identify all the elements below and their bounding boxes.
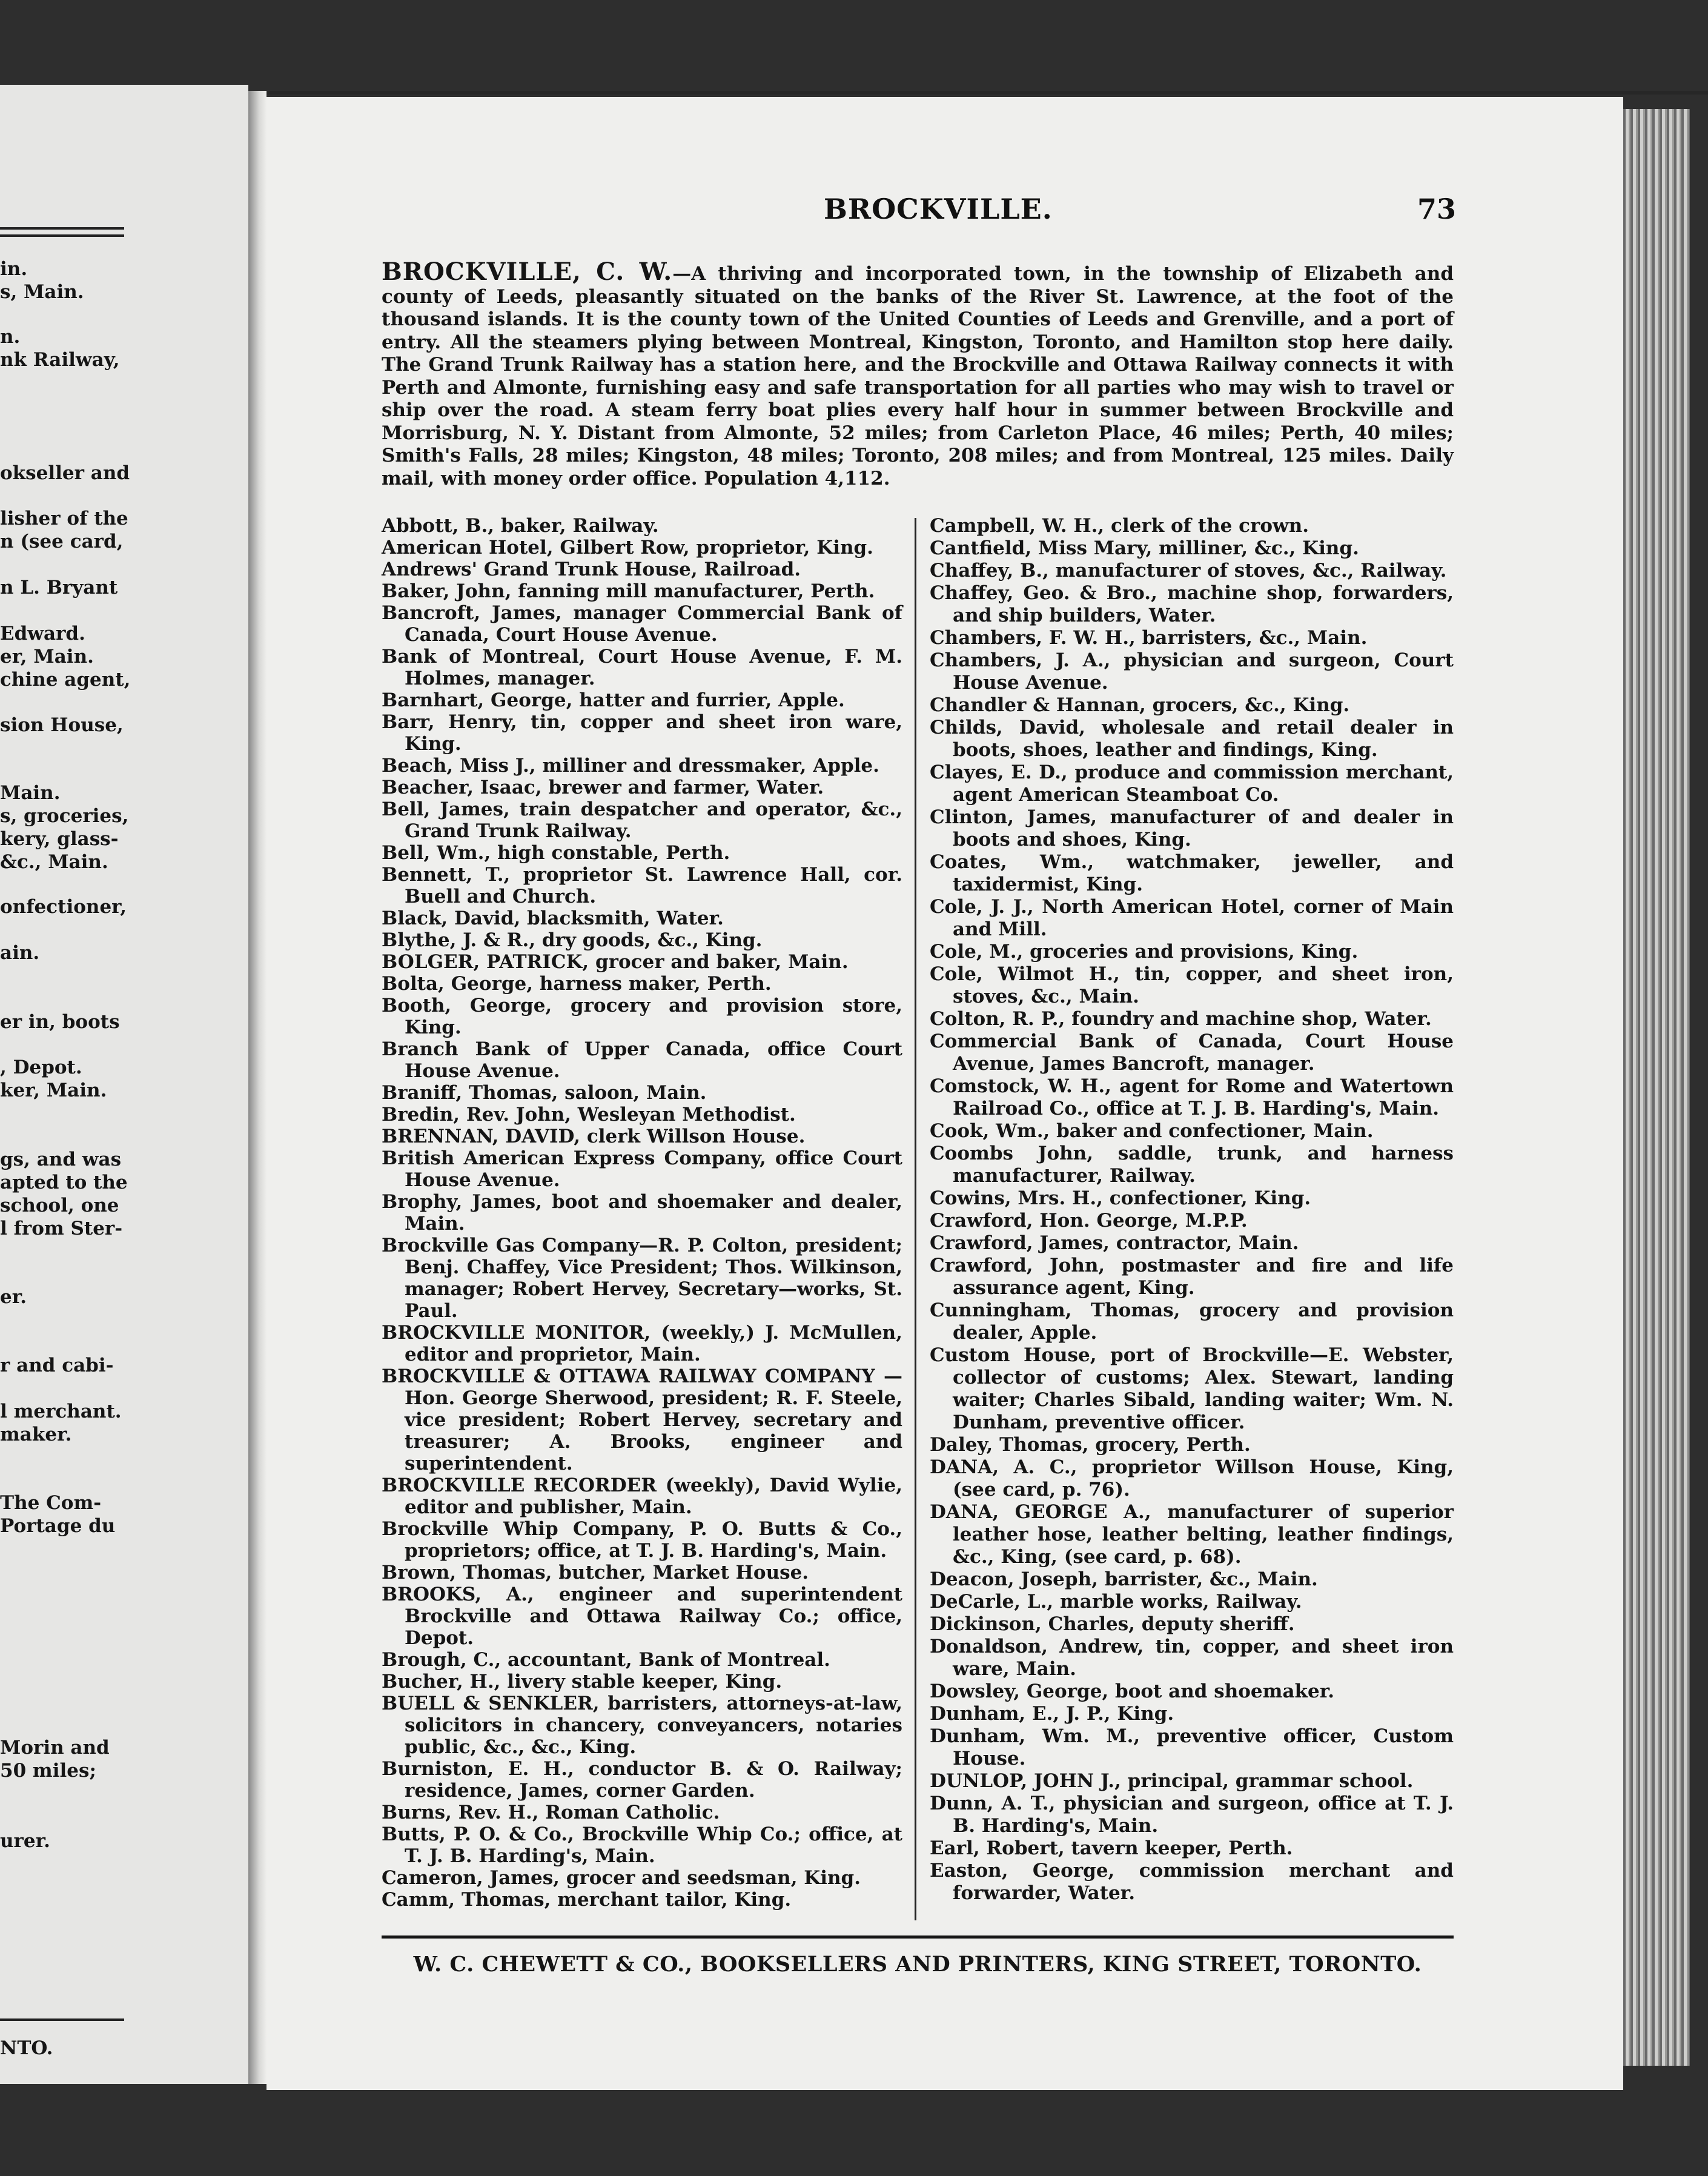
left-page-fragment: maker. (0, 1424, 72, 1445)
left-page-rule (0, 227, 124, 230)
directory-entry: Easton, George, commission merchant and forwarder, Water. (930, 1860, 1454, 1904)
directory-entry: Barnhart, George, hatter and furrier, Apple. (382, 689, 845, 711)
directory-entry: Cameron, James, grocer and seedsman, King. (382, 1867, 861, 1889)
town-description (382, 257, 1454, 490)
directory-entry: Cantfield, Miss Mary, milliner, &c., King. (930, 537, 1359, 559)
left-page-fragment: s, Main. (0, 281, 84, 303)
directory-entry: Abbott, B., baker, Railway. (382, 515, 659, 537)
directory-entry: Coombs John, saddle, trunk, and harness manufacturer, Railway. (930, 1143, 1454, 1187)
directory-entry: Earl, Robert, tavern keeper, Perth. (930, 1837, 1293, 1859)
left-page-fragment: 50 miles; (0, 1760, 96, 1782)
directory-entry: Dickinson, Charles, deputy sheriff. (930, 1613, 1295, 1635)
column-divider (915, 518, 916, 1920)
directory-column-left (382, 515, 902, 1911)
directory-entry: Dunham, E., J. P., King. (930, 1703, 1174, 1725)
directory-entry: Dowsley, George, boot and shoemaker. (930, 1680, 1335, 1702)
directory-entry: Bredin, Rev. John, Wesleyan Methodist. (382, 1104, 796, 1126)
directory-entry: Blythe, J. & R., dry goods, &c., King. (382, 929, 763, 951)
book-gutter (248, 91, 266, 2084)
left-page-fragment: Main. (0, 782, 61, 804)
directory-entry: Colton, R. P., foundry and machine shop, Water. (930, 1008, 1432, 1030)
directory-entry: Baker, John, fanning mill manufacturer, Perth. (382, 580, 875, 602)
page-number: 73 (1417, 193, 1457, 225)
directory-entry: Barr, Henry, tin, copper and sheet iron ware, King. (382, 711, 902, 755)
directory-entry: Braniff, Thomas, saloon, Main. (382, 1082, 707, 1104)
directory-entry: Bolta, George, harness maker, Perth. (382, 973, 772, 995)
directory-entry: Cole, J. J., North American Hotel, corner of Main and Mill. (930, 896, 1454, 940)
left-page-fragment: n (see card, (0, 531, 124, 552)
directory-entry: Daley, Thomas, grocery, Perth. (930, 1434, 1251, 1456)
footer-rule (382, 1936, 1454, 1939)
left-page-fragment: onfectioner, (0, 896, 127, 918)
directory-entry: Branch Bank of Upper Canada, office Court House Avenue. (382, 1038, 902, 1082)
directory-entry: Crawford, John, postmaster and fire and life assurance agent, King. (930, 1255, 1454, 1299)
left-page-rule (0, 234, 124, 237)
left-page-fragment: lisher of the (0, 508, 128, 529)
directory-entry: DUNLOP, JOHN J., principal, grammar school. (930, 1770, 1414, 1792)
directory-entry: Campbell, W. H., clerk of the crown. (930, 515, 1309, 537)
directory-entry: Beach, Miss J., milliner and dressmaker, Apple. (382, 755, 879, 777)
directory-entry: Brophy, James, boot and shoemaker and dealer, Main. (382, 1191, 902, 1235)
directory-entry: Deacon, Joseph, barrister, &c., Main. (930, 1568, 1318, 1590)
directory-entry: Bank of Montreal, Court House Avenue, F. M. Holmes, manager. (382, 646, 902, 689)
directory-entry: DeCarle, L., marble works, Railway. (930, 1591, 1302, 1613)
left-page-fragment: apted to the (0, 1172, 128, 1193)
left-page-rule (0, 2018, 124, 2021)
directory-entry: Burniston, E. H., conductor B. & O. Railway; residence, James, corner Garden. (382, 1758, 902, 1802)
directory-entry: BROCKVILLE & OTTAWA RAILWAY COMPANY —Hon. George Sherwood, president; R. F. Steele, vice president; Robert Hervey, secretary and treasurer; A. Brooks, engineer and superintendent. (382, 1365, 902, 1474)
directory-entry: Crawford, Hon. George, M.P.P. (930, 1210, 1248, 1232)
left-page-fragment: er in, boots (0, 1011, 120, 1033)
directory-entry: Brough, C., accountant, Bank of Montreal. (382, 1649, 830, 1671)
directory-entry: Booth, George, grocery and provision store, King. (382, 995, 902, 1038)
left-page-fragment: &c., Main. (0, 851, 108, 873)
directory-entry: Cole, Wilmot H., tin, copper, and sheet iron, stoves, &c., Main. (930, 963, 1454, 1007)
directory-entry: Bennett, T., proprietor St. Lawrence Hall, cor. Buell and Church. (382, 864, 902, 907)
directory-entry: Brown, Thomas, butcher, Market House. (382, 1562, 809, 1584)
directory-entry: Childs, David, wholesale and retail dealer in boots, shoes, leather and findings, King. (930, 717, 1454, 761)
left-page-fragment: ain. (0, 942, 40, 964)
left-page-fragment: n. (0, 326, 21, 348)
directory-entry: Chaffey, B., manufacturer of stoves, &c., Railway. (930, 560, 1447, 582)
directory-entry: BUELL & SENKLER, barristers, attorneys-at-law, solicitors in chancery, conveyancers, notaries public, &c., &c., King. (382, 1693, 902, 1758)
directory-entry: Andrews' Grand Trunk House, Railroad. (382, 559, 801, 580)
left-page-fragment: sion House, (0, 714, 124, 736)
left-page-fragment: nk Railway, (0, 349, 120, 371)
directory-entry: Black, David, blacksmith, Water. (382, 907, 724, 929)
directory-entry: Bell, Wm., high constable, Perth. (382, 842, 730, 864)
directory-entry: Clinton, James, manufacturer of and dealer in boots and shoes, King. (930, 806, 1454, 851)
left-page-fragment: er. (0, 1286, 27, 1308)
left-page-fragment: Edward. (0, 623, 85, 645)
left-page-fragment: The Com- (0, 1492, 102, 1514)
directory-entry: Bucher, H., livery stable keeper, King. (382, 1671, 783, 1693)
directory-entry: Cowins, Mrs. H., confectioner, King. (930, 1187, 1311, 1209)
left-page-fragment: in. (0, 258, 28, 280)
directory-entry: BROCKVILLE RECORDER (weekly), David Wylie, editor and publisher, Main. (382, 1474, 902, 1518)
directory-column-right (930, 515, 1454, 1905)
directory-entry: Burns, Rev. H., Roman Catholic. (382, 1802, 720, 1823)
directory-entry: DANA, GEORGE A., manufacturer of superior leather hose, leather belting, leather findings, &c., King, (see card, p. 68). (930, 1501, 1454, 1568)
directory-entry: American Hotel, Gilbert Row, proprietor, King. (382, 537, 873, 559)
directory-entry: Chambers, F. W. H., barristers, &c., Main. (930, 627, 1368, 649)
left-page-fragment: s, groceries, (0, 805, 129, 827)
left-page (0, 85, 248, 2084)
directory-entry: Chaffey, Geo. & Bro., machine shop, forwarders, and ship builders, Water. (930, 582, 1454, 626)
left-page-fragment: gs, and was (0, 1149, 122, 1170)
directory-entry: Butts, P. O. & Co., Brockville Whip Co.; office, at T. J. B. Harding's, Main. (382, 1823, 902, 1867)
directory-entry: Chambers, J. A., physician and surgeon, Court House Avenue. (930, 649, 1454, 694)
directory-entry: Bancroft, James, manager Commercial Bank of Canada, Court House Avenue. (382, 602, 902, 646)
directory-entry: Brockville Whip Company, P. O. Butts & Co., proprietors; office, at T. J. B. Harding's, Main. (382, 1518, 902, 1562)
left-page-fragment: er, Main. (0, 646, 94, 668)
directory-entry: Clayes, E. D., produce and commission merchant, agent American Steamboat Co. (930, 761, 1454, 806)
directory-entry: Bell, James, train despatcher and operator, &c., Grand Trunk Railway. (382, 798, 902, 842)
left-page-fragment: NTO. (0, 2037, 53, 2059)
left-page-fragment: okseller and (0, 462, 130, 484)
directory-entry: British American Express Company, office Court House Avenue. (382, 1147, 902, 1191)
running-header-title: BROCKVILLE. (824, 193, 1053, 225)
left-page-fragment: l merchant. (0, 1401, 122, 1422)
directory-entry: Comstock, W. H., agent for Rome and Watertown Railroad Co., office at T. J. B. Harding's, Main. (930, 1075, 1454, 1120)
directory-entry: Dunn, A. T., physician and surgeon, office at T. J. B. Harding's, Main. (930, 1793, 1454, 1837)
directory-entry: Dunham, Wm. M., preventive officer, Custom House. (930, 1725, 1454, 1770)
directory-entry: BRENNAN, DAVID, clerk Willson House. (382, 1126, 806, 1147)
directory-entry: Cook, Wm., baker and confectioner, Main. (930, 1120, 1374, 1142)
left-page-fragment: l from Ster- (0, 1218, 123, 1239)
publisher-footer: W. C. CHEWETT & CO., BOOKSELLERS AND PRINTERS, KING STREET, TORONTO. (413, 1952, 1422, 1977)
left-page-fragment: ker, Main. (0, 1080, 107, 1101)
town-name: BROCKVILLE, C. W. (382, 257, 673, 286)
directory-entry: BROOKS, A., engineer and superintendent Brockville and Ottawa Railway Co.; office, Depot. (382, 1584, 902, 1649)
directory-entry: Camm, Thomas, merchant tailor, King. (382, 1889, 792, 1911)
directory-entry: BROCKVILLE MONITOR, (weekly,) J. McMullen, editor and proprietor, Main. (382, 1322, 902, 1365)
directory-entry: Chandler & Hannan, grocers, &c., King. (930, 694, 1350, 716)
directory-entry: Donaldson, Andrew, tin, copper, and sheet iron ware, Main. (930, 1636, 1454, 1680)
left-page-fragment: Portage du (0, 1515, 116, 1537)
directory-entry: Cole, M., groceries and provisions, King. (930, 941, 1359, 963)
left-page-fragment: urer. (0, 1830, 50, 1852)
left-page-fragment: kery, glass- (0, 828, 119, 850)
directory-entry: Beacher, Isaac, brewer and farmer, Water. (382, 777, 824, 798)
directory-entry: DANA, A. C., proprietor Willson House, King, (see card, p. 76). (930, 1456, 1454, 1501)
directory-entry: Brockville Gas Company—R. P. Colton, president; Benj. Chaffey, Vice President; Thos. Wilkinson, manager; Robert Hervey, Secretary—works, St. Paul. (382, 1235, 902, 1322)
left-page-fragment: chine agent, (0, 669, 131, 691)
town-description-text: —A thriving and incorporated town, in the township of Elizabeth and county of Leeds, pleasantly situated on the banks of the River St. Lawrence, at the foot of the thousand islands. It is the county town of the United Counties of Leeds and Grenville, and a port of entry. All the steamers plying between Montreal, Kingston, Toronto, and Hamilton stop here daily. The Grand Trunk Railway has a station here, and the Brockville and Ottawa Railway connects it with Perth and Almonte, furnishing easy and safe transportation for all parties who may wish to travel or ship over the road. A steam ferry boat plies every half hour in summer between Brockville and Morrisburg, N. Y. Distant from Almonte, 52 miles; from Carleton Place, 46 miles; Perth, 40 miles; Smith's Falls, 28 miles; Kingston, 48 miles; Toronto, 208 miles; and from Montreal, 125 miles. Daily mail, with money order office. Population 4,112. (382, 263, 1454, 489)
left-page-fragment: , Depot. (0, 1056, 82, 1078)
left-page-fragment: Morin and (0, 1737, 110, 1759)
directory-entry: Coates, Wm., watchmaker, jeweller, and taxidermist, King. (930, 851, 1454, 895)
directory-entry: Custom House, port of Brockville—E. Webster, collector of customs; Alex. Stewart, landing waiter; Charles Sibald, landing waiter; Wm. N. Dunham, preventive officer. (930, 1344, 1454, 1433)
left-page-fragment: school, one (0, 1195, 119, 1216)
directory-entry: BOLGER, PATRICK, grocer and baker, Main. (382, 951, 849, 973)
directory-entry: Commercial Bank of Canada, Court House Avenue, James Bancroft, manager. (930, 1030, 1454, 1075)
directory-entry: Crawford, James, contractor, Main. (930, 1232, 1299, 1254)
left-page-fragment: r and cabi- (0, 1355, 114, 1376)
directory-entry: Cunningham, Thomas, grocery and provision dealer, Apple. (930, 1299, 1454, 1344)
left-page-fragment: n L. Bryant (0, 577, 118, 599)
page-edges (1623, 109, 1690, 2066)
